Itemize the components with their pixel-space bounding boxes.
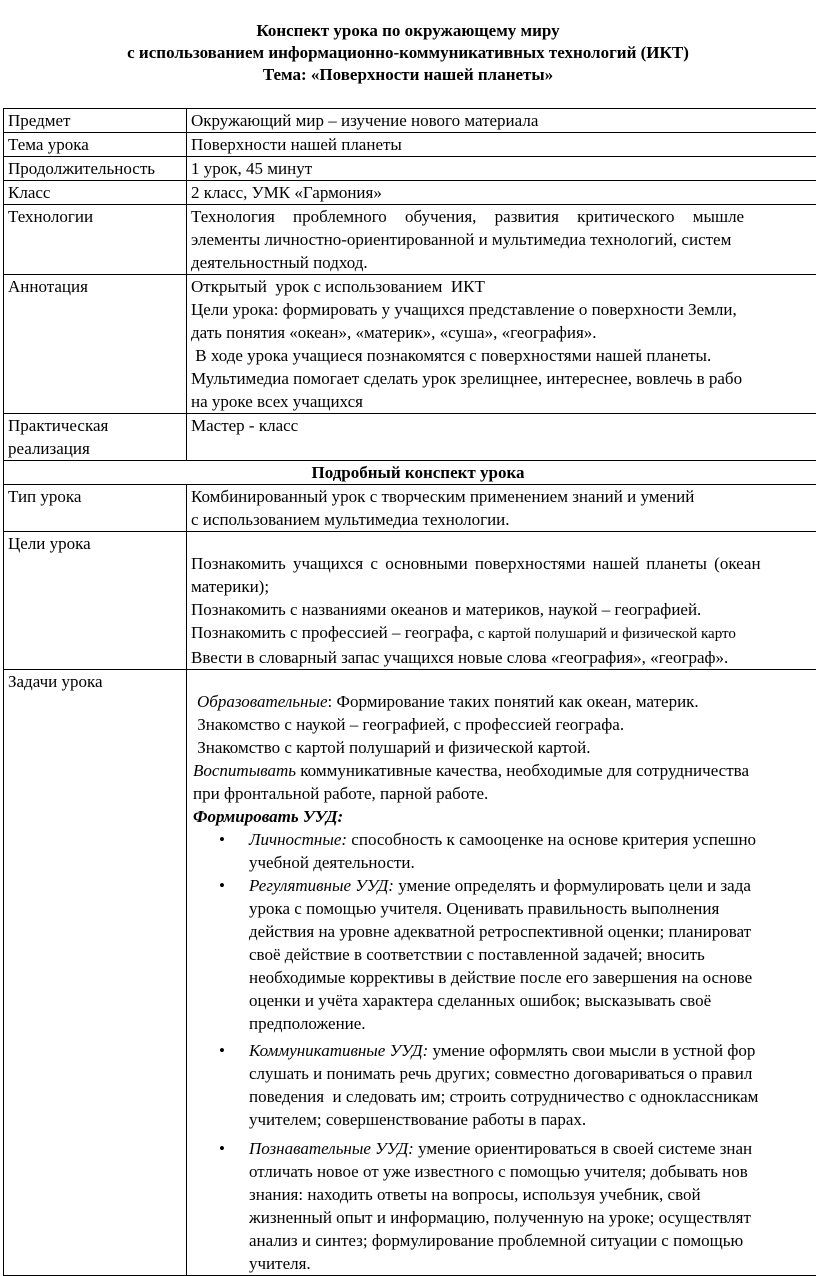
goal-line: материки); (191, 575, 816, 598)
table-row (4, 181, 816, 205)
section-title: Подробный конспект урока (4, 461, 816, 485)
table-row (4, 205, 816, 275)
table-row (4, 670, 816, 1276)
tech-line: Технология проблемного обучения, развития критического мышле (191, 205, 816, 228)
annotation-label: Аннотация (4, 275, 187, 414)
subject-label: Предмет (4, 109, 187, 133)
table-row (4, 109, 816, 133)
topic-label: Тема урока (4, 133, 187, 157)
duration-value: 1 урок, 45 минут (187, 157, 816, 181)
lesson-table (3, 108, 816, 1276)
class-label: Класс (4, 181, 187, 205)
lesson-type-label: Тип урока (4, 485, 187, 532)
annotation-line: В ходе урока учащиеся познакомятся с поверхностями нашей планеты. (191, 344, 816, 367)
annotation-line: дать понятия «океан», «материк», «суша», «география». (191, 321, 816, 344)
table-row (4, 414, 816, 461)
annotation-line: Мультимедиа помогает сделать урок зрелищнее, интереснее, вовлечь в рабо (191, 367, 816, 390)
annotation-line: на уроке всех учащихся (191, 390, 816, 413)
list-item: • Регулятивные УУД: умение определять и формулировать цели и зада урока с помощью учителя. Оценивать правильность выполнения действия на уровне адекватной ретроспективной оценки; планироват своё действие в соответствии с поставленной задачей; вносить необходимые коррективы в действие после его завершения на основе оценки и учёта характера сделанных ошибок; высказывать своё предположение. (249, 874, 816, 1035)
annotation-value (187, 275, 816, 414)
header-line-2: с использованием информационно-коммуникативных технологий (ИКТ) (0, 42, 816, 64)
spacer (191, 532, 816, 552)
practice-label-line: Практическая (8, 414, 182, 437)
tech-line: элементы личностно-ориентированной и мультимедиа технологий, систем (191, 228, 816, 251)
tech-line: деятельностный подход. (191, 251, 816, 274)
bullet-icon: • (219, 874, 225, 897)
goal-text: Познакомить с профессией – географа, (191, 623, 478, 642)
uud-list (193, 828, 816, 1275)
table-row (4, 461, 816, 485)
tasks-label: Задачи урока (4, 670, 187, 1276)
item-label: Регулятивные УУД: (249, 876, 394, 895)
goal-line (191, 621, 816, 646)
tech-value (187, 205, 816, 275)
goals-label: Цели урока (4, 532, 187, 670)
lesson-type-value (187, 485, 816, 532)
goal-line: Познакомить с названиями океанов и материков, наукой – географией. (191, 598, 816, 621)
list-item: • Личностные: способность к самооценке на основе критерия успешно учебной деятельности. (249, 828, 816, 874)
task-line: Знакомство с картой полушарий и физической картой. (193, 736, 816, 759)
edu-text: : Формирование таких понятий как океан, материк. (328, 692, 699, 711)
vosp-label: Воспитывать (193, 761, 296, 780)
vosp-text: коммуникативные качества, необходимые для сотрудничества (296, 761, 749, 780)
goals-value (187, 532, 816, 670)
item-label: Познавательные УУД: (249, 1139, 414, 1158)
annotation-line: Цели урока: формировать у учащихся представление о поверхности Земли, (191, 298, 816, 321)
table-row (4, 157, 816, 181)
topic-value: Поверхности нашей планеты (187, 133, 816, 157)
subject-value: Окружающий мир – изучение нового материала (187, 109, 816, 133)
goal-line: Ввести в словарный запас учащихся новые слова «география», «географ». (191, 646, 816, 669)
list-item: • Коммуникативные УУД: умение оформлять свои мысли в устной фор слушать и понимать речь других; совместно договариваться о правил поведения и следовать им; строить сотрудничество с одноклассникам учителем; совершенствование работы в парах. (249, 1039, 816, 1131)
task-line: Знакомство с наукой – географией, с профессией географа. (193, 713, 816, 736)
list-item: • Познавательные УУД: умение ориентироваться в своей системе знан отличать новое от уже известного с помощью учителя; добывать нов знания: находить ответы на вопросы, используя учебник, свой жизненный опыт и информацию, полученную на уроке; осуществлят анализ и синтез; формулирование проблемной ситуации с помощью учителя. (249, 1137, 816, 1275)
uud-label: Формировать УУД: (193, 805, 816, 828)
item-label: Коммуникативные УУД: (249, 1041, 428, 1060)
spacer (193, 670, 816, 690)
goal-line: Познакомить учащихся с основными поверхностями нашей планеты (океан (191, 552, 816, 575)
duration-label: Продолжительность (4, 157, 187, 181)
lesson-type-line: Комбинированный урок с творческим применением знаний и умений (191, 485, 816, 508)
class-value: 2 класс, УМК «Гармония» (187, 181, 816, 205)
bullet-icon: • (219, 1137, 225, 1160)
table-row (4, 275, 816, 414)
tasks-value (187, 670, 816, 1276)
table-row (4, 133, 816, 157)
header-line-1: Конспект урока по окружающему миру (0, 20, 816, 42)
bullet-icon: • (219, 1039, 225, 1062)
table-row (4, 485, 816, 532)
lesson-type-line: с использованием мультимедиа технологии. (191, 508, 816, 531)
tech-label: Технологии (4, 205, 187, 275)
document-header (0, 20, 816, 86)
edu-label: Образовательные (197, 692, 328, 711)
annotation-line: Открытый урок с использованием ИКТ (191, 275, 816, 298)
task-line (193, 690, 816, 713)
task-line (193, 759, 816, 782)
item-label: Личностные: (249, 830, 347, 849)
goal-text-small: с картой полушарий и физической карто (478, 626, 736, 642)
header-line-3: Тема: «Поверхности нашей планеты» (0, 64, 816, 86)
bullet-icon: • (219, 828, 225, 851)
task-line: при фронтальной работе, парной работе. (193, 782, 816, 805)
practice-label-line: реализация (8, 437, 182, 460)
practice-value: Мастер - класс (187, 414, 816, 461)
table-row (4, 532, 816, 670)
practice-label (4, 414, 187, 461)
